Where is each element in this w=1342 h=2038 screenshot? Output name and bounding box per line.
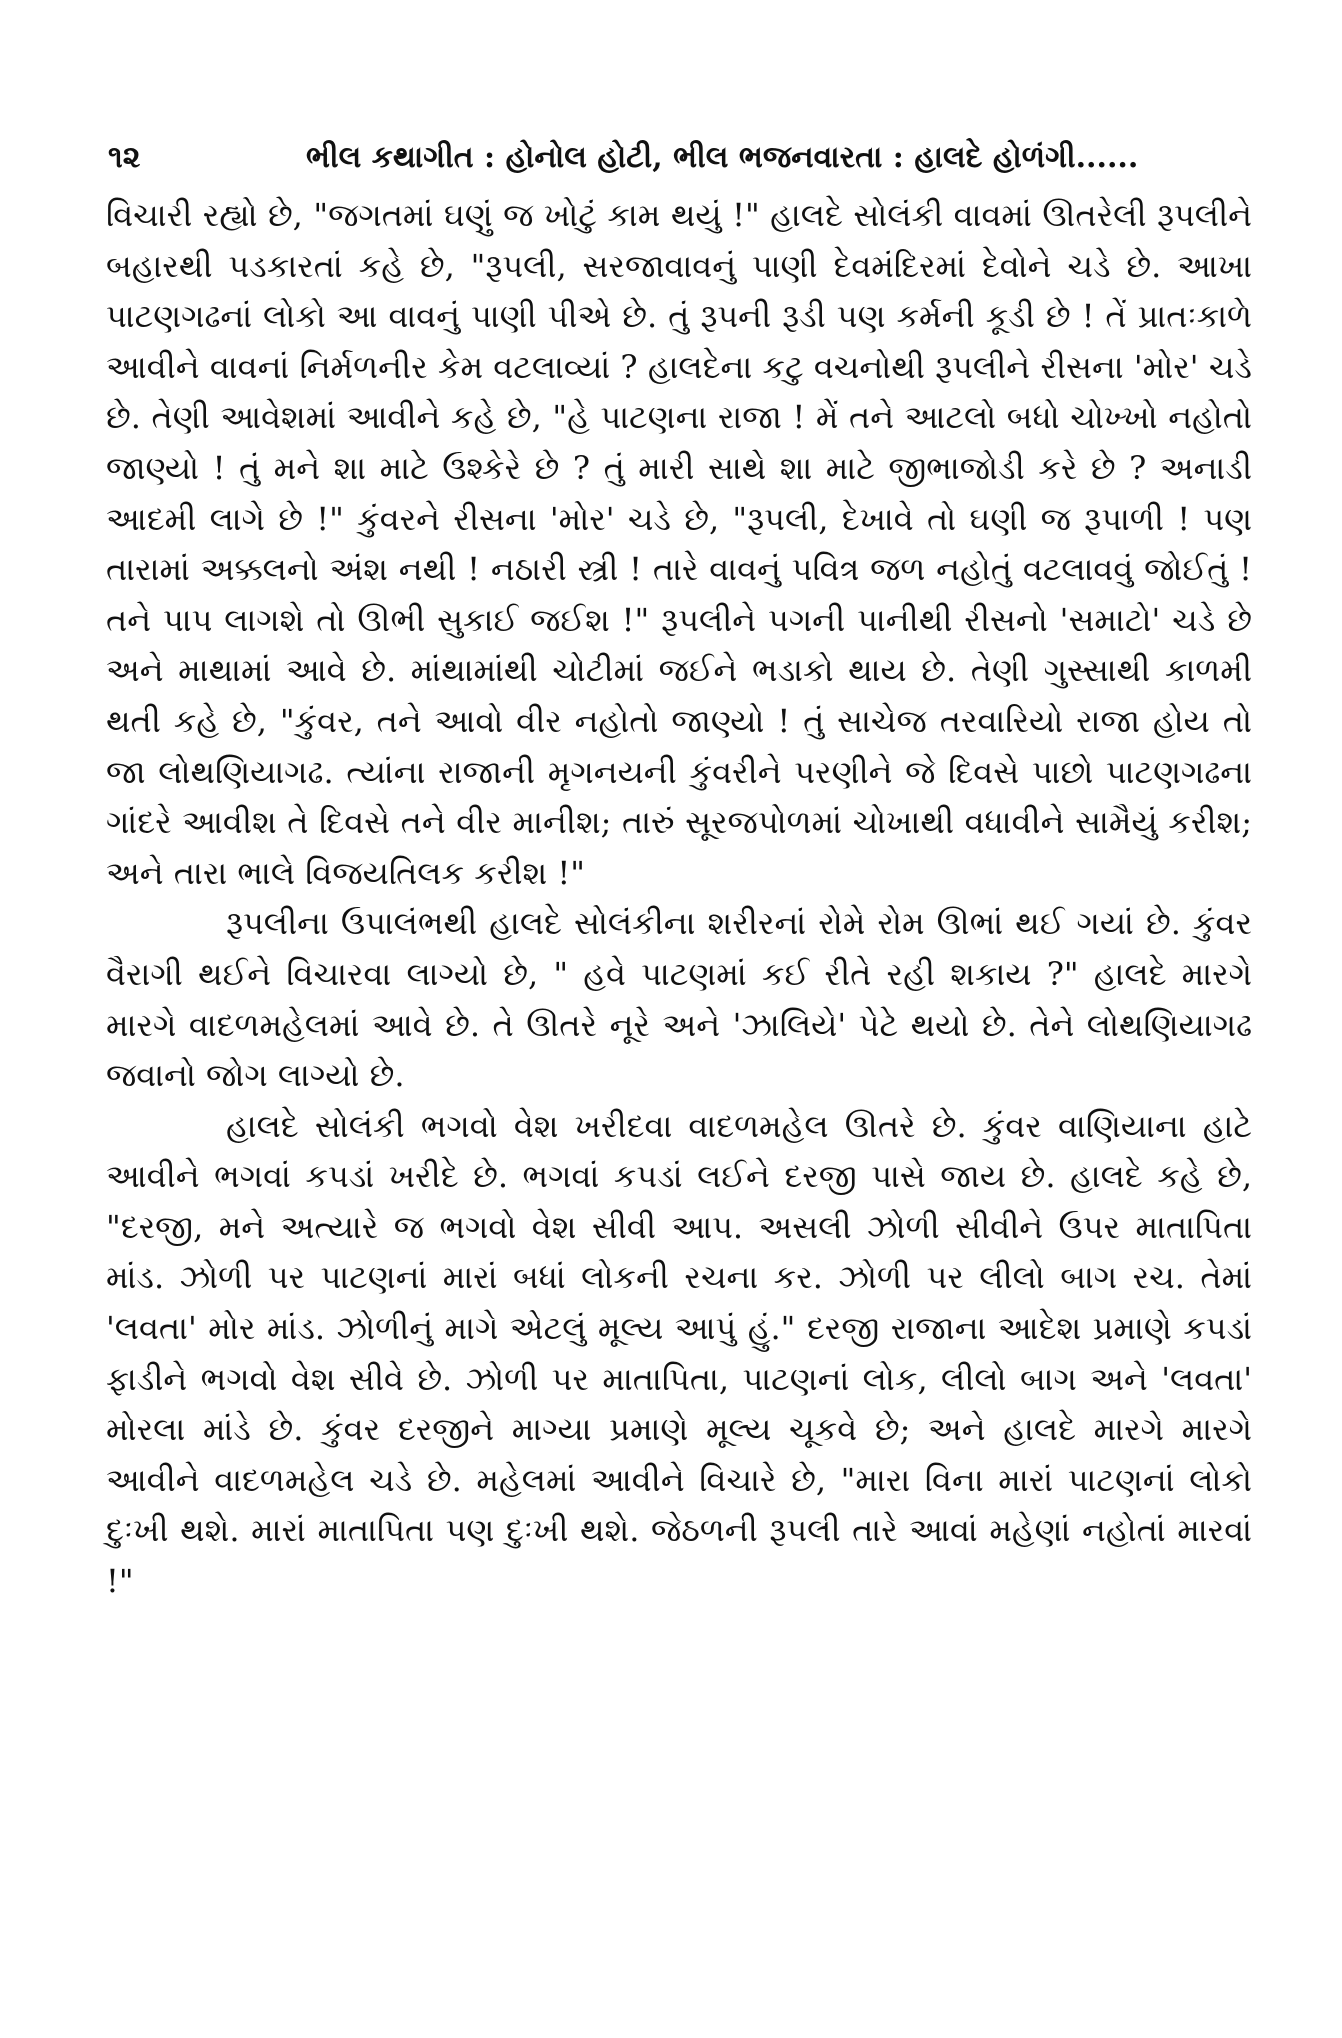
body-text — [106, 190, 1252, 1607]
paragraph-2: રૂપલીના ઉપાલંભથી હાલદે સોલંકીના શરીરનાં રોમે રોમ ઊભાં થઈ ગયાં છે. કુંવર વૈરાગી થઈને વિચારવા લાગ્યો છે, " હવે પાટણમાં કઈ રીતે રહી શકાય ?" હાલદે મારગે મારગે વાદળમહેલમાં આવે છે. તે ઊતરે નૂરે અને 'ઝાલિયે' પેટે થયો છે. તેને લોથણિયાગઢ જવાનો જોગ લાગ્યો છે. — [106, 904, 1252, 1095]
paragraph-3: હાલદે સોલંકી ભગવો વેશ ખરીદવા વાદળમહેલ ઊતરે છે. કુંવર વાણિયાના હાટે આવીને ભગવાં કપડાં ખરીદે છે. ભગવાં કપડાં લઈને દરજી પાસે જાય છે. હાલદે કહે છે, "દરજી, મને અત્યારે જ ભગવો વેશ સીવી આપ. અસલી ઝોળી સીવીને ઉપર માતાપિતા માંડ. ઝોળી પર પાટણનાં મારાં બધાં લોકની રચના કર. ઝોળી પર લીલો બાગ રચ. તેમાં 'લવતા' મોર માંડ. ઝોળીનું માગે એટલું મૂલ્ય આપું હું." દરજી રાજાના આદેશ પ્રમાણે કપડાં ફાડીને ભગવો વેશ સીવે છે. ઝોળી પર માતાપિતા, પાટણનાં લોક, લીલો બાગ અને 'લવતા' મોરલા માંડે છે. કુંવર દરજીને માગ્યા પ્રમાણે મૂલ્ય ચૂકવે છે; અને હાલદે મારગે મારગે આવીને વાદળમહેલ ચડે છે. મહેલમાં આવીને વિચારે છે, "મારા વિના મારાં પાટણનાં લોકો દુઃખી થશે. મારાં માતાપિતા પણ દુઃખી થશે. જેઠળની રૂપલી તારે આવાં મહેણાં નહોતાં મારવાં !" — [106, 1106, 1252, 1601]
paragraph-1: વિચારી રહ્યો છે, "જગતમાં ઘણું જ ખોટું કામ થયું !" હાલદે સોલંકી વાવમાં ઊતરેલી રૂપલીને બહારથી પડકારતાં કહે છે, "રૂપલી, સરજાવાવનું પાણી દેવમંદિરમાં દેવોને ચડે છે. આખા પાટણગઢનાં લોકો આ વાવનું પાણી પીએ છે. તું રૂપની રૂડી પણ કર્મની કૂડી છે ! તેં પ્રાતઃકાળે આવીને વાવનાં નિર્મળનીર કેમ વટલાવ્યાં ? હાલદેના કટુ વચનોથી રૂપલીને રીસના 'મોર' ચડે છે. તેણી આવેશમાં આવીને કહે છે, "હે પાટણના રાજા ! મેં તને આટલો બધો ચોખ્ખો નહોતો જાણ્યો ! તું મને શા માટે ઉશ્કેરે છે ? તું મારી સાથે શા માટે જીભાજોડી કરે છે ? અનાડી આદમી લાગે છે !" કુંવરને રીસના 'મોર' ચડે છે, "રૂપલી, દેખાવે તો ઘણી જ રૂપાળી ! પણ તારામાં અક્કલનો અંશ નથી ! નઠારી સ્ત્રી ! તારે વાવનું પવિત્ર જળ નહોતું વટલાવવું જોઈતું ! તને પાપ લાગશે તો ઊભી સુકાઈ જઈશ !" રૂપલીને પગની પાનીથી રીસનો 'સમાટો' ચડે છે અને માથામાં આવે છે. માંથામાંથી ચોટીમાં જઈને ભડાકો થાય છે. તેણી ગુસ્સાથી કાળમી થતી કહે છે, "કુંવર, તને આવો વીર નહોતો જાણ્યો ! તું સાચેજ તરવારિયો રાજા હોય તો જા લોથણિયાગઢ. ત્યાંના રાજાની મૃગનયની કુંવરીને પરણીને જે દિવસે પાછો પાટણગઢના ગાંદરે આવીશ તે દિવસે તને વીર માનીશ; તારું સૂરજપોળમાં ચોખાથી વધાવીને સામૈયું કરીશ; અને તારા ભાલે વિજયતિલક કરીશ !" — [106, 196, 1252, 892]
header-title: ભીલ કથાગીત : હોનોલ હોટી, ભીલ ભજનવારતા : હાલદે હોળંગી...... — [306, 140, 1139, 175]
running-header — [108, 136, 1248, 180]
page-number: ૧૨ — [108, 140, 141, 175]
